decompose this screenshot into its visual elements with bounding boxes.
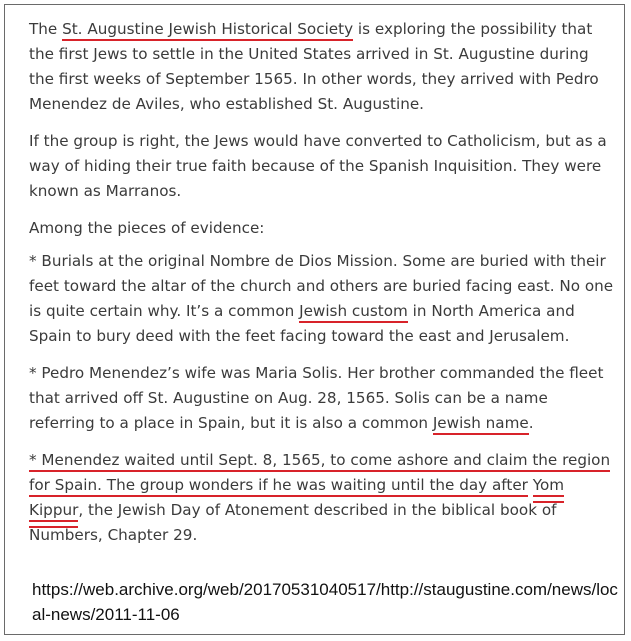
intro-body: is exploring the possibility that the first Jews to settle in the United States arrived in St. Augustine during the first weeks of September 1565. In other words, they arrived with Pedro Menendez de Aviles, who established St. Augustine. [29, 20, 599, 113]
highlight-yom-kippur: Yom Kippur [29, 476, 564, 522]
paragraph-marranos: If the group is right, the Jews would have converted to Catholicism, but as a way of hiding their true faith because of the Spanish Inquisition. They were known as Marranos. [29, 132, 607, 200]
article-body [29, 17, 615, 560]
paragraph-intro [29, 17, 615, 117]
article-excerpt-frame [4, 4, 625, 635]
paragraph-evidence-heading: Among the pieces of evidence: [29, 219, 265, 237]
source-url: https://web.archive.org/web/20170531040517/http://staugustine.com/news/local-news/2011-11-06 [32, 580, 618, 624]
paragraph-burials [29, 249, 615, 349]
intro-lead: The [29, 20, 63, 38]
menendez-text-end: , the Jewish Day of Atonement described in the biblical book of Numbers, Chapter 29. [29, 501, 557, 544]
highlight-menendez-waited: Menendez waited until Sept. 8, 1565, to come ashore and claim the region for Spain. The group wonders if he was waiting until the day after [29, 451, 610, 497]
burials-text-end: in North America and Spain to bury deed with the feet facing toward the east and Jerusalem. [29, 302, 575, 345]
highlight-jewish-custom: Jewish custom [299, 302, 408, 323]
menendez-star: * [29, 451, 41, 472]
solis-text: * Pedro Menendez’s wife was Maria Solis. Her brother commanded the fleet that arrived off St. Augustine on Aug. 28, 1565. Solis can be a name referring to a place in Spain, but it is also a common [29, 364, 604, 432]
paragraph-solis [29, 361, 615, 436]
historical-society-link[interactable]: St. Augustine Jewish Historical Society [62, 20, 353, 41]
burials-text: * Burials at the original Nombre de Dios Mission. Some are buried with their feet toward the altar of the church and others are buried facing east. No one is quite certain why. It’s a common [29, 252, 614, 320]
paragraph-menendez [29, 448, 615, 548]
solis-text-end: . [528, 414, 534, 432]
highlight-jewish-name: Jewish name [433, 414, 529, 435]
